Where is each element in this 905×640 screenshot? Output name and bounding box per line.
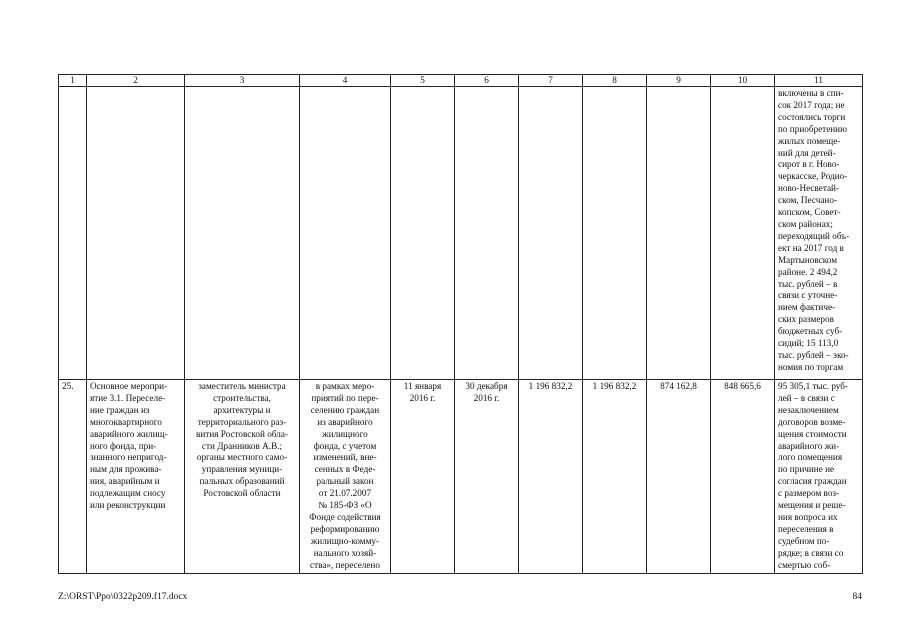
cell-text-line: ект на 2017 год в — [778, 242, 844, 253]
cell-text-line: связи с уточне- — [778, 290, 838, 301]
cell-text-line: сирот в г. Ново- — [778, 159, 840, 170]
cell-text-line: ние граждан из — [90, 404, 150, 415]
cell-text-line: лей – в связи с — [778, 392, 835, 403]
cell-text-line: вития Ростовской обла- — [196, 428, 288, 439]
result-cell — [300, 380, 391, 574]
column-number-8: 8 — [583, 75, 647, 87]
cell-text-line: рядке; в связи со — [778, 547, 844, 558]
cell-text-line: пальных образований — [199, 476, 285, 487]
footer-file-path: Z:\ORST\Ppo\0322p209.f17.docx — [58, 592, 188, 602]
cell-text-line: черкасске, Родио- — [778, 171, 848, 182]
start-date-cell — [391, 380, 455, 574]
table-row-25 — [59, 380, 863, 574]
cell-text-line: копском, Совет- — [778, 207, 841, 218]
column-number-1: 1 — [59, 75, 87, 87]
table-cell — [647, 87, 711, 380]
table-cell — [519, 87, 583, 380]
cell-text-line: ным для прожива- — [90, 464, 162, 475]
cell-text-line: переходящий объ- — [778, 230, 850, 241]
column-number-4: 4 — [300, 75, 391, 87]
cell-text-line: от 21.07.2007 — [318, 488, 372, 499]
cell-text-line: с размером воз- — [778, 488, 840, 499]
cell-text-line: нального хозяй- — [313, 547, 377, 558]
table-cell — [391, 87, 455, 380]
cell-text-line: состоялись торги — [778, 111, 846, 122]
cell-text-line: Мартыновском — [778, 254, 838, 265]
cell-text-line: жилищно-комму- — [310, 535, 380, 546]
cell-text-line: строительства, — [213, 392, 271, 403]
cell-text-line: тыс. рублей – эко- — [778, 349, 849, 360]
end-date-cell — [455, 380, 519, 574]
cell-text-line: ском районах; — [778, 218, 833, 229]
cell-text-line: бюджетных суб- — [778, 326, 843, 337]
responsible-cell — [185, 380, 300, 574]
cell-text-line: территориального раз- — [197, 416, 287, 427]
cell-text-line: судебном по- — [778, 535, 830, 546]
column-number-10: 10 — [711, 75, 775, 87]
cell-text-line: сенных в Феде- — [314, 464, 376, 475]
cell-text-line: Фонде содействия — [309, 511, 381, 522]
column-number-11: 11 — [775, 75, 863, 87]
cell-text-line: смертью соб- — [778, 559, 831, 570]
column-number-5: 5 — [391, 75, 455, 87]
cell-text-line: по причине не — [778, 464, 835, 475]
table-cell — [59, 87, 87, 380]
table-cell — [87, 87, 185, 380]
cell-text-line: 95 305,1 тыс. руб- — [778, 381, 848, 391]
cell-text-line: изменений, вне- — [313, 452, 377, 463]
column-number-7: 7 — [519, 75, 583, 87]
cell-text-line: аварийного жи- — [778, 440, 840, 451]
cell-text-line: номия по торгам — [778, 361, 844, 372]
amount-cell-10: 848 665,6 — [711, 380, 775, 574]
column-number-2: 2 — [87, 75, 185, 87]
table-cell — [583, 87, 647, 380]
cell-text-line: подлежащим сносу — [90, 488, 166, 499]
cell-text-line: ском, Песчано- — [778, 195, 838, 206]
cell-text-line: переселения в — [778, 523, 834, 534]
cell-text-line: реформированию — [310, 523, 380, 534]
cell-text-line: заместитель министра — [198, 381, 286, 391]
cell-text-line: сидий; 15 113,0 — [778, 338, 839, 349]
cell-text-line: ного фонда, при- — [90, 440, 157, 451]
column-number-3: 3 — [185, 75, 300, 87]
cell-text-line: лого помещения — [778, 452, 843, 463]
cell-text-line: многоквартирного — [90, 416, 162, 427]
cell-text-line: из аварийного — [317, 416, 373, 427]
column-number-6: 6 — [455, 75, 519, 87]
cell-text-line: согласия граждан — [778, 476, 847, 487]
cell-text-line: по приобретению — [778, 123, 847, 134]
cell-text-line: ний для детей- — [778, 147, 836, 158]
cell-text-line: ства», переселено — [310, 559, 380, 570]
activity-name-cell — [87, 380, 185, 574]
cell-text-line: сок 2017 года; не — [778, 99, 845, 110]
cell-text-line: Основное меропри- — [90, 381, 168, 391]
cell-text-line: щения стоимости — [778, 428, 847, 439]
cell-text-line: мещения и реше- — [778, 500, 846, 511]
column-number-9: 9 — [647, 75, 711, 87]
cell-text-line: жилищного — [322, 428, 368, 439]
cell-text-line: знанного непригод- — [90, 452, 167, 463]
amount-cell-8: 1 196 832,2 — [583, 380, 647, 574]
cell-text-line: районе. 2 494,2 — [778, 266, 838, 277]
cell-text-line: аварийного жилищ- — [90, 428, 168, 439]
cell-text-line: приятий по пере- — [311, 392, 379, 403]
cell-text-line: 11 января — [403, 381, 442, 391]
table-cell — [185, 87, 300, 380]
cell-text-line: договоров возме- — [778, 416, 846, 427]
cell-text-line: ских размеров — [778, 314, 834, 325]
cell-text-line: управления муници- — [201, 464, 283, 475]
cell-text-line: ятие 3.1. Переселе- — [90, 392, 166, 403]
cell-text-line: органы местного само- — [196, 452, 288, 463]
cell-text-line: жилых помеще- — [778, 135, 841, 146]
cell-text-line: фонда, с учетом — [313, 440, 377, 451]
cell-text-line: 30 декабря — [465, 381, 508, 391]
comment-cell — [775, 380, 863, 574]
cell-text-line: или реконструкции — [90, 500, 166, 511]
cell-text-line: архитектуры и — [213, 404, 271, 415]
cell-text-line: нием фактиче- — [778, 302, 836, 313]
column-number-row — [59, 75, 863, 87]
cell-text-line: ральный закон — [316, 476, 374, 487]
cell-text-line: ново-Несветай- — [778, 183, 840, 194]
table-cell — [300, 87, 391, 380]
comment-cell — [775, 87, 863, 380]
table-row-continuation — [59, 87, 863, 380]
cell-text-line: Ростовской области — [203, 488, 281, 499]
page-number: 84 — [852, 592, 862, 602]
row-number: 25. — [59, 380, 87, 574]
cell-text-line: селению граждан — [310, 404, 380, 415]
cell-text-line: ния вопроса их — [778, 511, 838, 522]
table-cell — [455, 87, 519, 380]
cell-text-line: в рамках меро- — [315, 381, 375, 391]
cell-text-line: включены в спи- — [778, 88, 844, 98]
table-cell — [711, 87, 775, 380]
cell-text-line: незаключением — [778, 404, 839, 415]
amount-cell-9: 874 162,8 — [647, 380, 711, 574]
cell-text-line: 2016 г. — [409, 392, 436, 403]
cell-text-line: 2016 г. — [473, 392, 500, 403]
report-table — [58, 74, 863, 574]
cell-text-line: № 185-ФЗ «О — [318, 500, 372, 511]
amount-cell-7: 1 196 832,2 — [519, 380, 583, 574]
cell-text-line: ния, аварийным и — [90, 476, 160, 487]
cell-text-line: сти Дранников А.В.; — [201, 440, 283, 451]
cell-text-line: тыс. рублей – в — [778, 278, 838, 289]
